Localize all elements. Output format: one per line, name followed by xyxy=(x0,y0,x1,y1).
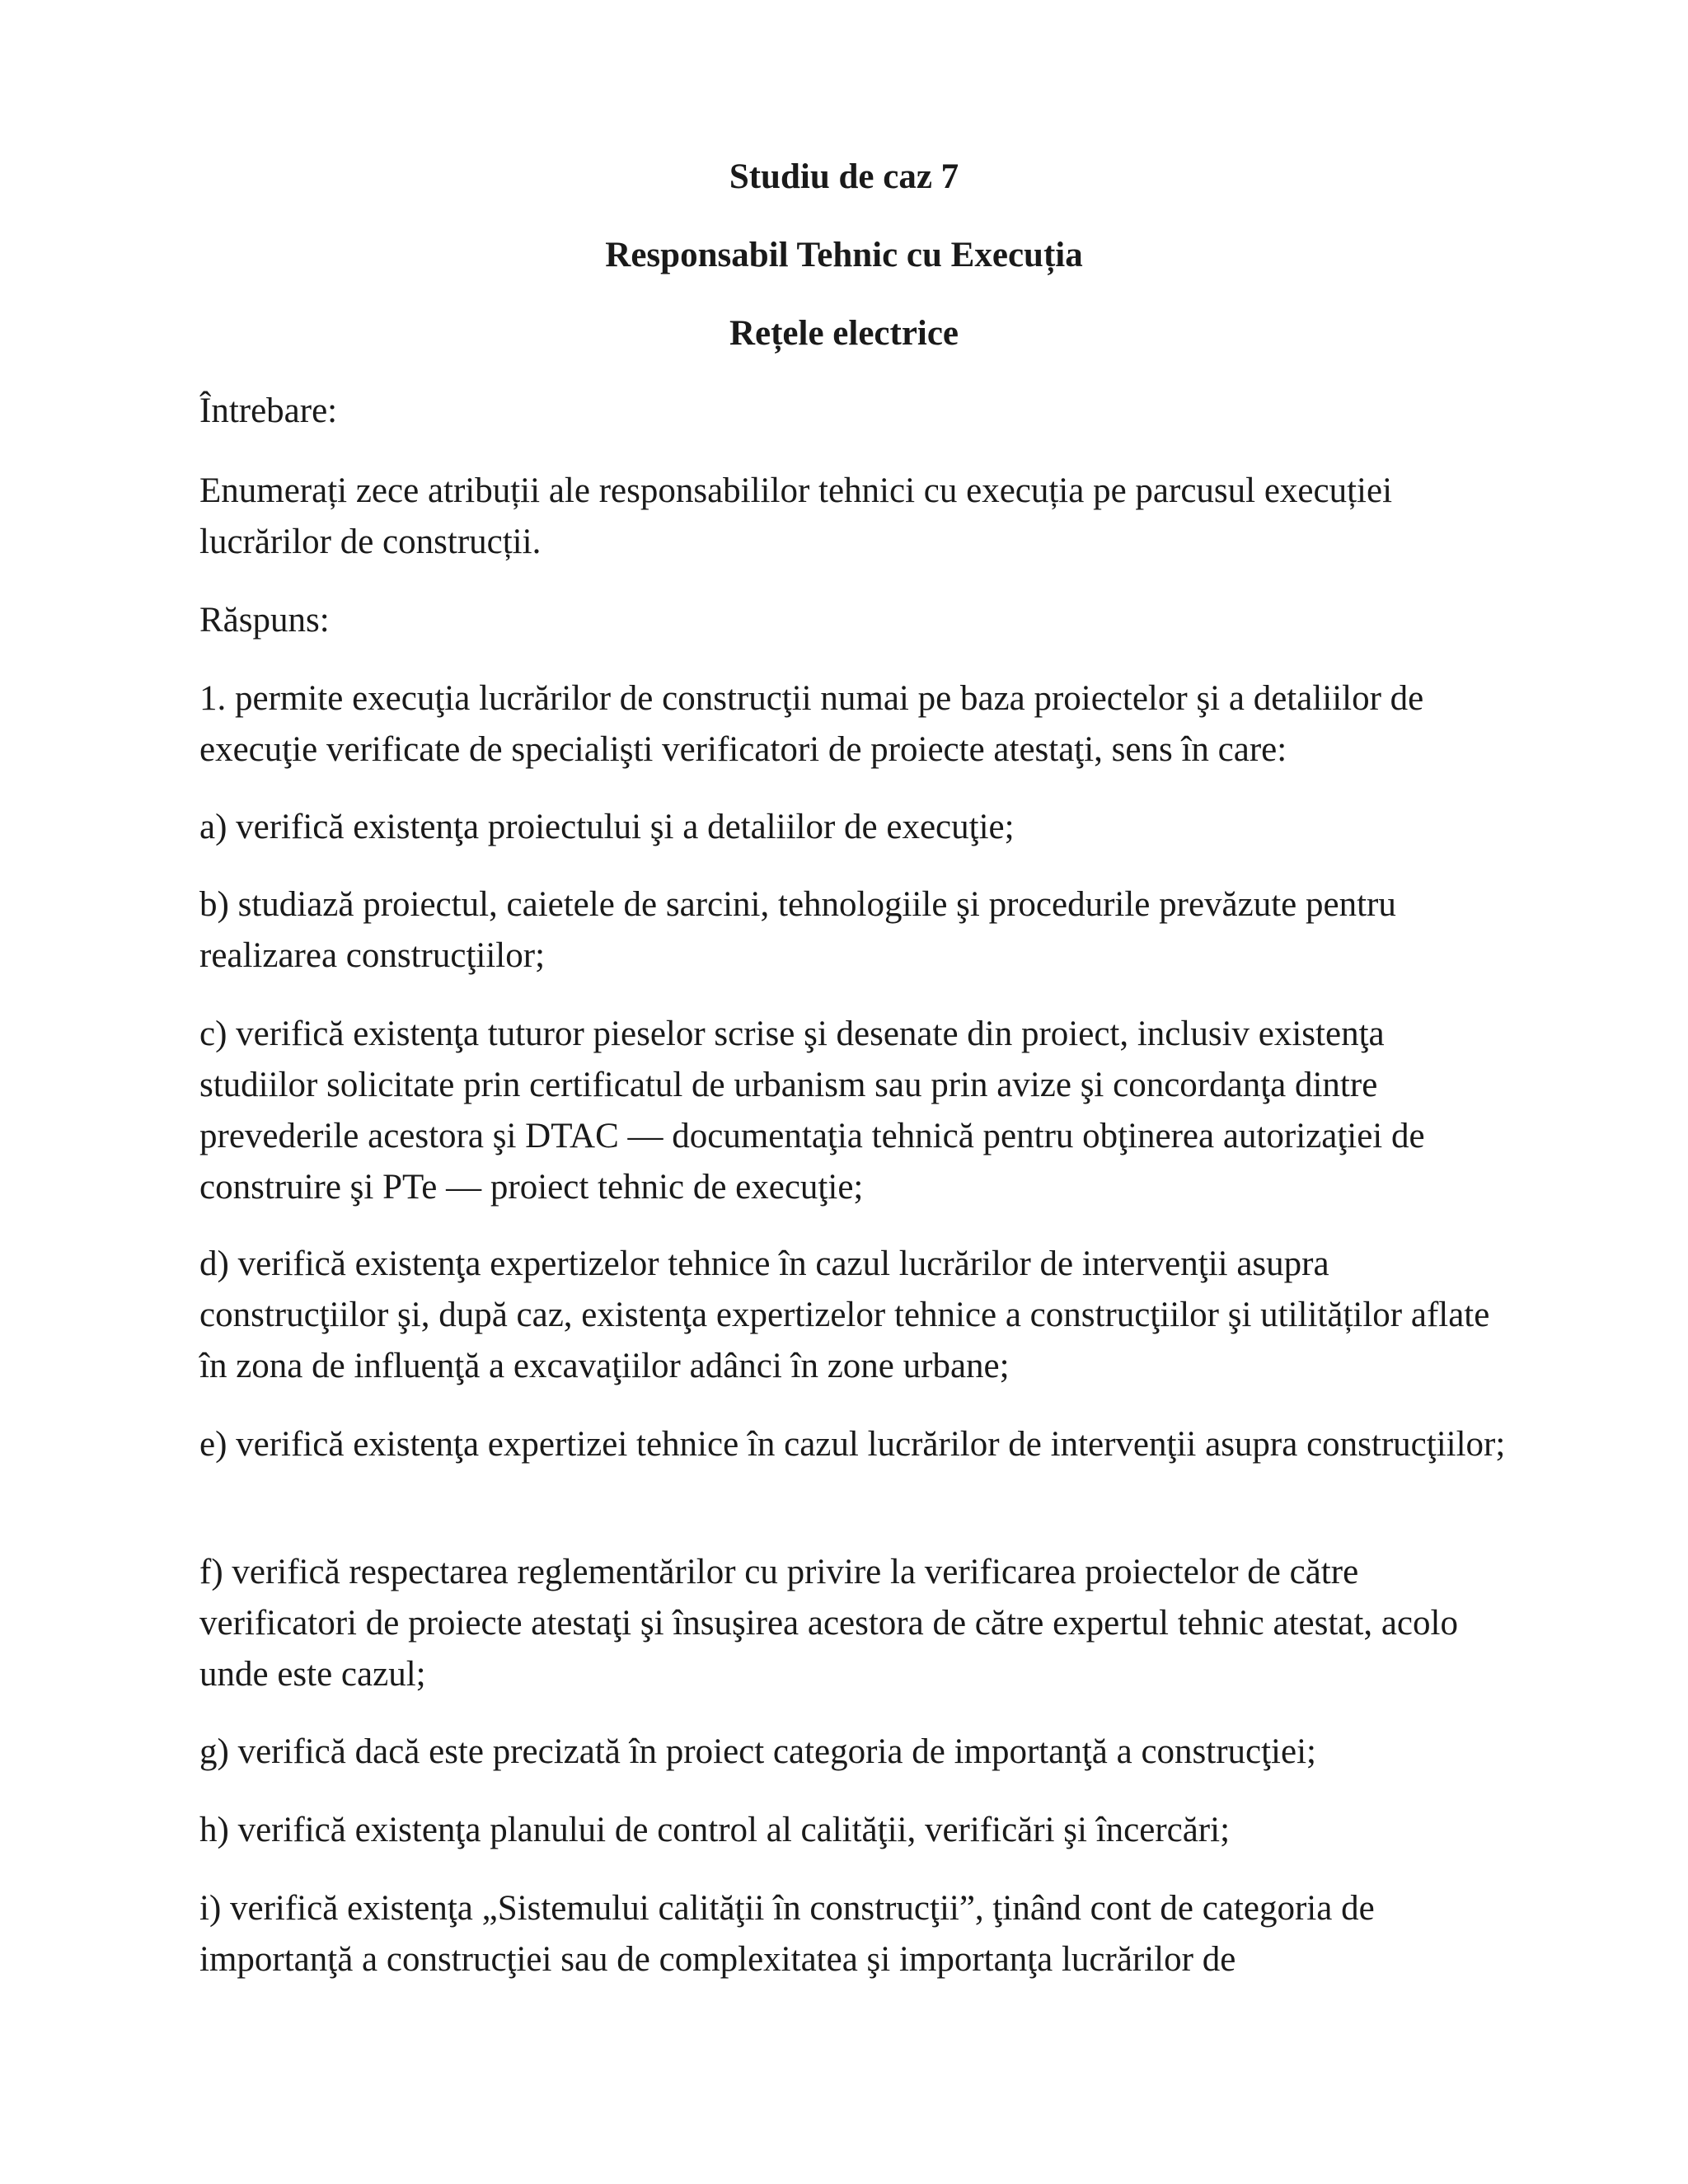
domain-subtitle: Rețele electrice xyxy=(729,314,959,353)
answer-item-i: i) verifică existenţa „Sistemului calităţii în construcţii”, ţinând cont de categoria de importanţă a construcţiei sau de complexitatea şi importanţa lucrărilor de xyxy=(199,1889,1375,1979)
answer-label: Răspuns: xyxy=(199,601,330,640)
answer-item-h: h) verifică existenţa planului de control al calităţii, verificări şi încercări; xyxy=(199,1811,1231,1849)
answer-item-g: g) verifică dacă este precizată în proiect categoria de importanţă a construcţiei; xyxy=(199,1732,1316,1771)
answer-item-d: d) verifică existenţa expertizelor tehnice în cazul lucrărilor de intervenţii asupra construcţiilor şi, după caz, existenţa expertizelor tehnice a construcţiilor şi utilităților aflate în zona de influenţă a excavaţiilor adânci în zone urbane; xyxy=(199,1244,1490,1385)
answer-item-1: 1. permite execuţia lucrărilor de construcţii numai pe baza proiectelor şi a detaliilor de execuţie verificate de specialişti verificatori de proiecte atestaţi, sens în care: xyxy=(199,679,1424,769)
question-label: Întrebare: xyxy=(199,391,338,430)
answer-item-e: e) verifică existenţa expertizei tehnice în cazul lucrărilor de intervenţii asupra construcţiilor; xyxy=(199,1425,1506,1464)
answer-item-c: c) verifică existenţa tuturor pieselor scrise şi desenate din proiect, inclusiv existenţa studiilor solicitate prin certificatul de urbanism sau prin avize şi concordanţa dintre prevederile acestora şi DTAC — documentaţia tehnică pentru obţinerea autorizaţiei de construire şi PTe — proiect tehnic de execuţie; xyxy=(199,1015,1425,1207)
role-subtitle: Responsabil Tehnic cu Execuția xyxy=(605,236,1083,274)
question-text: Enumerați zece atribuții ale responsabililor tehnici cu execuția pe parcusul execuției lucrărilor de construcții. xyxy=(199,471,1393,561)
answer-item-b: b) studiază proiectul, caietele de sarcini, tehnologiile şi procedurile prevăzute pentru realizarea construcţiilor; xyxy=(199,885,1396,975)
answer-item-f: f) verifică respectarea reglementărilor cu privire la verificarea proiectelor de către verificatori de proiecte atestaţi şi însuşirea acestora de către expertul tehnic atestat, acolo unde este cazul; xyxy=(199,1553,1458,1694)
case-study-title: Studiu de caz 7 xyxy=(729,157,959,196)
answer-item-a: a) verifică existenţa proiectului şi a detaliilor de execuţie; xyxy=(199,808,1015,846)
